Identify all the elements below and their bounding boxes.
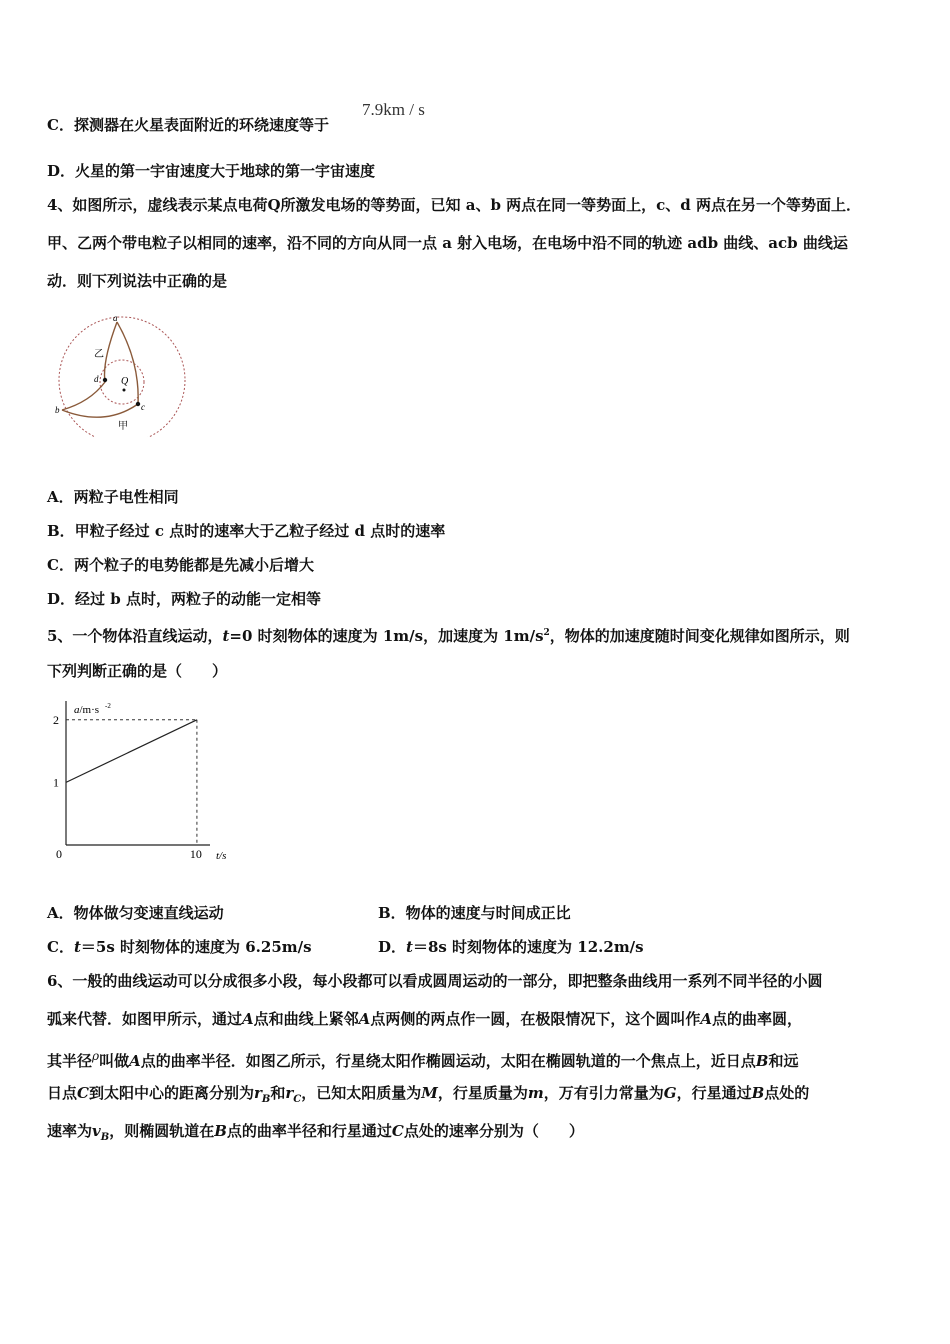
y-axis-label-sup: -2 <box>105 702 111 710</box>
q6-stem-line-2: 弧来代替．如图甲所示，通过A点和曲线上紧邻A点两侧的两点作一圆，在极限情况下，这个圆叫作A点的曲率圆， <box>47 1010 802 1028</box>
trajectory-acb <box>62 322 138 417</box>
q4-stem-line-2: 甲、乙两个带电粒子以相同的速率，沿不同的方向从同一点 a 射入电场，在电场中沿不同的轨迹 adb 曲线、acb 曲线运 <box>47 234 848 252</box>
x-axis-label: t/s <box>216 850 227 862</box>
q5-option-a: A．物体做匀变速直线运动 <box>47 904 224 922</box>
q4-stem-line-1: 4、如图所示，虚线表示某点电荷Q所激发电场的等势面，已知 a、b 两点在同一等势面上，c、d 两点在另一个等势面上． <box>47 196 862 214</box>
q4-equipotential-figure <box>50 312 195 437</box>
point-d <box>103 378 107 382</box>
q6-stem-line-4: 日点C到太阳中心的距离分别为$r_B$和$r_C$，已知太阳质量为M，行星质量为m，万有引力常量为G，行星通过B点处的 <box>47 1084 810 1105</box>
label-b: b <box>55 405 60 415</box>
q6-stem-line-1: 6、一般的曲线运动可以分成很多小段，每小段都可以看成圆周运动的一部分，即把整条曲线用一系列不同半径的小圆 <box>47 972 823 990</box>
q4-option-a: A．两粒子电性相同 <box>47 488 179 506</box>
label-a: a <box>113 313 118 323</box>
q6-stem-line-5: 速率为$v_B$，则椭圆轨道在B点的曲率半径和行星通过C点处的速率分别为（ ） <box>47 1122 584 1143</box>
label-yi: 乙 <box>94 349 104 360</box>
q4-option-d: D．经过 b 点时，两粒子的动能一定相等 <box>47 590 321 608</box>
origin-tick: 0 <box>56 847 62 861</box>
label-jia: 甲 <box>118 421 128 432</box>
x-tick-10: 10 <box>189 847 202 861</box>
label-d: d <box>94 374 99 384</box>
trajectory-adb <box>62 322 117 410</box>
q5-stem-line-1: 5、一个物体沿直线运动，t=0 时刻物体的速度为 1m/s，加速度为 $1m/s^2$，物体的加速度随时间变化规律如图所示，则 <box>47 627 850 645</box>
y-tick-1: 1 <box>53 775 59 790</box>
q5-acceleration-graph <box>40 695 230 870</box>
q5-stem-line-2: 下列判断正确的是（ ） <box>47 662 228 680</box>
q5-option-d: D．t＝8s 时刻物体的速度为 12.2m/s <box>378 938 644 956</box>
y-tick-2: 2 <box>53 712 59 727</box>
q6-stem-line-3: 其半径$^\rho$叫做A点的曲率半径．如图乙所示，行星绕太阳作椭圆运动，太阳在椭圆轨道的一个焦点上，近日点B和远 <box>47 1049 799 1070</box>
q4-option-b: B．甲粒子经过 c 点时的速率大于乙粒子经过 d 点时的速率 <box>47 522 446 540</box>
q5-option-b: B．物体的速度与时间成正比 <box>378 904 571 922</box>
q4-stem-line-3: 动．则下列说法中正确的是 <box>47 272 228 290</box>
label-c: c <box>141 402 145 412</box>
q5-option-c: C．t＝5s 时刻物体的速度为 6.25m/s <box>47 938 312 956</box>
q4-option-c: C．两个粒子的电势能都是先减小后增大 <box>47 556 314 574</box>
point-c <box>136 402 140 406</box>
label-q: Q <box>121 376 129 387</box>
acceleration-line <box>66 720 197 783</box>
q3-option-c-value: 7.9km / s <box>362 100 425 119</box>
q3-option-d: D．火星的第一宇宙速度大于地球的第一宇宙速度 <box>47 162 376 180</box>
charge-q <box>123 389 126 392</box>
q3-option-c: C．探测器在火星表面附近的环绕速度等于 <box>47 116 329 134</box>
y-axis-label: a/m·s <box>74 704 100 716</box>
